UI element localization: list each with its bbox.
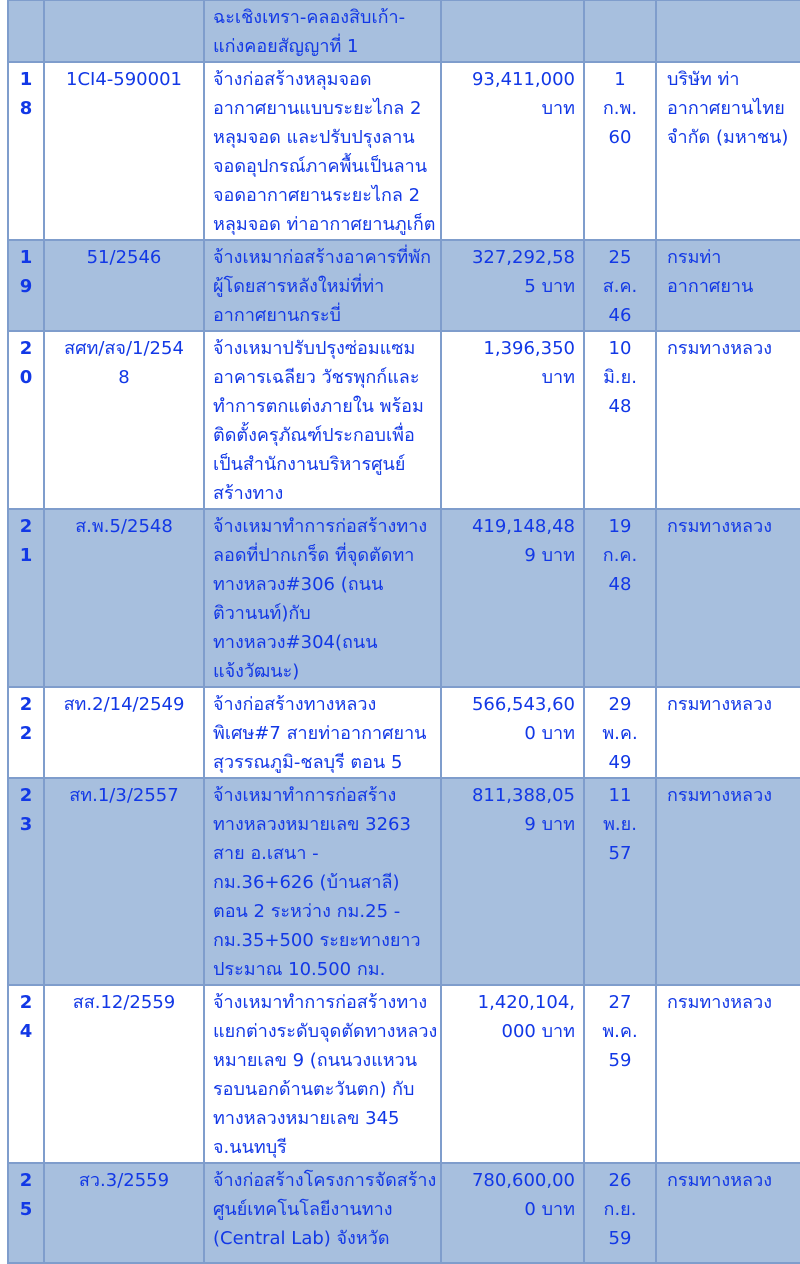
table-row <box>8 0 800 62</box>
contract-amount-cell: 780,600,00 0 บาท <box>441 1163 584 1263</box>
contract-code-cell: สท.1/3/2557 <box>44 778 204 985</box>
contract-amount-cell: 566,543,60 0 บาท <box>441 687 584 778</box>
project-description-cell: จ้างก่อสร้างโครงการจัดสร้าง ศูนย์เทคโนโลยีงานทาง (Central Lab) จังหวัด <box>204 1163 441 1263</box>
contract-date-cell: 19 ก.ค. 48 <box>584 509 656 687</box>
contract-code-cell: 1CI4-590001 <box>44 62 204 240</box>
row-number-cell: 1 9 <box>8 240 44 331</box>
agency-cell: กรมทางหลวง <box>656 687 800 778</box>
project-description-cell: จ้างก่อสร้างทางหลวง พิเศษ#7 สายท่าอากาศยาน สุวรรณภูมิ-ชลบุรี ตอน 5 <box>204 687 441 778</box>
contract-date-cell: 11 พ.ย. 57 <box>584 778 656 985</box>
contract-date-cell: 29 พ.ค. 49 <box>584 687 656 778</box>
row-number-cell: 2 4 <box>8 985 44 1163</box>
project-description-cell: ฉะเชิงเทรา-คลองสิบเก้า- แก่งคอยสัญญาที่ 1 <box>204 0 441 62</box>
contract-amount-cell: 93,411,000 บาท <box>441 62 584 240</box>
contract-code-cell: สว.3/2559 <box>44 1163 204 1263</box>
table-row <box>8 62 800 240</box>
contracts-table <box>7 0 800 1264</box>
row-number-cell: 2 3 <box>8 778 44 985</box>
row-number-cell: 2 1 <box>8 509 44 687</box>
contract-date-cell: 25 ส.ค. 46 <box>584 240 656 331</box>
row-number-cell <box>8 0 44 62</box>
contract-code-cell: สท.2/14/2549 <box>44 687 204 778</box>
contract-code-cell: 51/2546 <box>44 240 204 331</box>
agency-cell: กรมท่า อากาศยาน <box>656 240 800 331</box>
agency-cell: กรมทางหลวง <box>656 509 800 687</box>
agency-cell: กรมทางหลวง <box>656 985 800 1163</box>
contract-amount-cell: 327,292,58 5 บาท <box>441 240 584 331</box>
agency-cell: กรมทางหลวง <box>656 331 800 509</box>
contract-amount-cell <box>441 0 584 62</box>
project-description-cell: จ้างเหมาก่อสร้างอาคารที่พัก ผู้โดยสารหลังใหม่ที่ท่า อากาศยานกระบี่ <box>204 240 441 331</box>
row-number-cell: 2 2 <box>8 687 44 778</box>
agency-cell: กรมทางหลวง <box>656 1163 800 1263</box>
table-row <box>8 240 800 331</box>
project-description-cell: จ้างเหมาทำการก่อสร้างทาง แยกต่างระดับจุดตัดทางหลวง หมายเลข 9 (ถนนวงแหวน รอบนอกด้านตะวันตก) กับ ทางหลวงหมายเลข 345 จ.นนทบุรี <box>204 985 441 1163</box>
table-row <box>8 331 800 509</box>
contract-amount-cell: 419,148,48 9 บาท <box>441 509 584 687</box>
project-description-cell: จ้างก่อสร้างหลุมจอด อากาศยานแบบระยะไกล 2 หลุมจอด และปรับปรุงลาน จอดอุปกรณ์ภาคพื้นเป็นลาน จอดอากาศยานระยะไกล 2 หลุมจอด ท่าอากาศยานภูเก็ต <box>204 62 441 240</box>
project-description-cell: จ้างเหมาปรับปรุงซ่อมแซม อาคารเฉลียว วัชรพุกก์และ ทำการตกแต่งภายใน พร้อม ติดตั้งครุภัณฑ์ประกอบเพื่อ เป็นสำนักงานบริหารศูนย์ สร้างทาง <box>204 331 441 509</box>
table-row <box>8 778 800 985</box>
contract-date-cell: 1 ก.พ. 60 <box>584 62 656 240</box>
contract-date-cell <box>584 0 656 62</box>
contract-code-cell: ส.พ.5/2548 <box>44 509 204 687</box>
table-row <box>8 1163 800 1263</box>
row-number-cell: 2 0 <box>8 331 44 509</box>
contract-code-cell: สศท/สจ/1/254 8 <box>44 331 204 509</box>
project-description-cell: จ้างเหมาทำการก่อสร้างทาง ลอดที่ปากเกร็ด ที่จุดตัดทา ทางหลวง#306 (ถนน ติวานนท์)กับ ทางหลวง#304(ถนน แจ้งวัฒนะ) <box>204 509 441 687</box>
row-number-cell: 2 5 <box>8 1163 44 1263</box>
contract-amount-cell: 1,420,104, 000 บาท <box>441 985 584 1163</box>
table-row <box>8 687 800 778</box>
project-description-cell: จ้างเหมาทำการก่อสร้าง ทางหลวงหมายเลข 3263 สาย อ.เสนา - กม.36+626 (บ้านสาลี) ตอน 2 ระหว่าง กม.25 - กม.35+500 ระยะทางยาว ประมาณ 10.500 กม. <box>204 778 441 985</box>
table-row <box>8 985 800 1163</box>
agency-cell: กรมทางหลวง <box>656 778 800 985</box>
agency-cell: บริษัท ท่า อากาศยานไทย จำกัด (มหาชน) <box>656 62 800 240</box>
contract-date-cell: 27 พ.ค. 59 <box>584 985 656 1163</box>
row-number-cell: 1 8 <box>8 62 44 240</box>
contract-amount-cell: 1,396,350 บาท <box>441 331 584 509</box>
contract-code-cell <box>44 0 204 62</box>
table-row <box>8 509 800 687</box>
agency-cell <box>656 0 800 62</box>
contract-amount-cell: 811,388,05 9 บาท <box>441 778 584 985</box>
contract-date-cell: 10 มิ.ย. 48 <box>584 331 656 509</box>
contract-date-cell: 26 ก.ย. 59 <box>584 1163 656 1263</box>
contract-code-cell: สส.12/2559 <box>44 985 204 1163</box>
